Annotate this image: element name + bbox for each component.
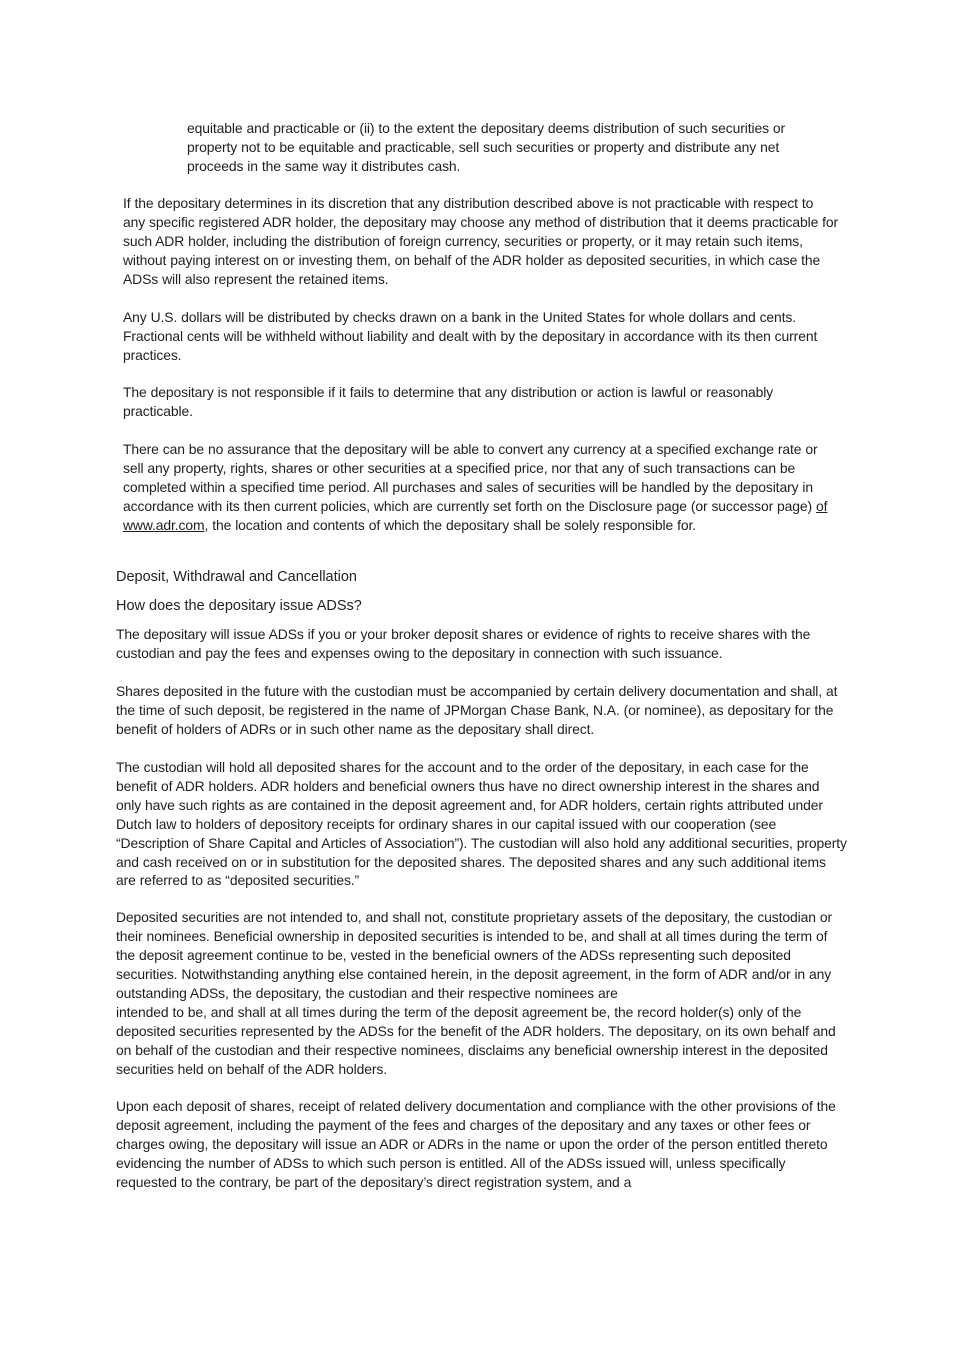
adr-website-link[interactable]: of www.adr.com	[123, 497, 828, 533]
continuation-paragraph: equitable and practicable or (ii) to the extent the depositary deems distribution of such securities or property not to be equitable and practicable, sell such securities or property and distribute any net proceeds in the same way it distributes cash.	[187, 120, 786, 174]
shares-deposited-paragraph: Shares deposited in the future with the custodian must be accompanied by certain delivery documentation and shall, at the time of such deposit, be registered in the name of JPMorgan Chase Bank, N.A. (or nominee), as depositary for the benefit of holders of ADRs or in such other name as the depositary shall direct.	[116, 683, 838, 737]
assurance-paragraph	[123, 440, 839, 535]
not-responsible-paragraph: The depositary is not responsible if it fails to determine that any distribution or action is lawful or reasonably practicable.	[123, 384, 774, 419]
proprietary-paragraph-part2: intended to be, and shall at all times during the term of the deposit agreement be, the record holder(s) only of the deposited securities represented by the ADSs for the benefit of the ADR holders. The depositary, on its own behalf and on behalf of the custodian and their respective nominees, disclaims any beneficial ownership interest in the deposited securities held on behalf of the ADR holders.	[116, 1004, 836, 1077]
dollars-paragraph: Any U.S. dollars will be distributed by checks drawn on a bank in the United States for whole dollars and cents. Fractional cents will be withheld without liability and dealt with by the depositary in accordance with its then current practices.	[123, 309, 818, 363]
proprietary-paragraph-part1: Deposited securities are not intended to, and shall not, constitute proprietary assets of the depositary, the custodian or their nominees. Beneficial ownership in deposited securities is intended to be, and shall at all times during the term of the deposit agreement continue to be, vested in the beneficial owners of the ADSs representing such deposited securities. Notwithstanding anything else contained herein, in the deposit agreement, in the form of ADR and/or in any outstanding ADSs, the depositary, the custodian and their respective nominees are	[116, 909, 832, 1001]
question-heading: How does the depositary issue ADSs?	[116, 598, 362, 614]
assurance-text-end: , the location and contents of which the depositary shall be solely responsible for.	[204, 516, 696, 533]
issue-paragraph: The depositary will issue ADSs if you or your broker deposit shares or evidence of rights to receive shares with the custodian and pay the fees and expenses owing to the depositary in connection with such issuance.	[116, 626, 811, 661]
assurance-text-start: There can be no assurance that the depositary will be able to convert any currency at a specified exchange rate or sell any property, rights, shares or other securities at a specified price, nor that any of such transactions can be completed within a specified time period. All purchases and sales of securities will be handled by the depositary in accordance with its then current policies, which are currently set forth on the Disclosure page (or successor page)	[123, 441, 818, 514]
discretion-paragraph: If the depositary determines in its discretion that any distribution described above is not practicable with respect to any specific registered ADR holder, the depositary may choose any method of distribution that it deems practicable for such ADR holder, including the distribution of foreign currency, securities or property, or it may retain such items, without paying interest on or investing them, on behalf of the ADR holder as deposited securities, in which case the ADSs will also represent the retained items.	[123, 195, 839, 287]
upon-deposit-paragraph: Upon each deposit of shares, receipt of related delivery documentation and compliance with the other provisions of the deposit agreement, including the payment of the fees and charges of the depositary and any taxes or other fees or charges owing, the depositary will issue an ADR or ADRs in the name or upon the order of the person entitled thereto evidencing the number of ADSs to which such person is entitled. All of the ADSs issued will, unless specifically requested to the contrary, be part of the depositary’s direct registration system, and a	[116, 1098, 836, 1190]
section-heading: Deposit, Withdrawal and Cancellation	[116, 569, 357, 585]
custodian-paragraph: The custodian will hold all deposited shares for the account and to the order of the depositary, in each case for the benefit of ADR holders. ADR holders and beneficial owners thus have no direct ownership interest in the shares and only have such rights as are contained in the deposit agreement and, for ADR holders, certain rights attributed under Dutch law to holders of depository receipts for ordinary shares in our capital issued with our cooperation (see “Description of Share Capital and Articles of Association”). The custodian will also hold any additional securities, property and cash received on or in substitution for the deposited shares. The deposited shares and any such additional items are referred to as “deposited securities.”	[116, 759, 847, 889]
